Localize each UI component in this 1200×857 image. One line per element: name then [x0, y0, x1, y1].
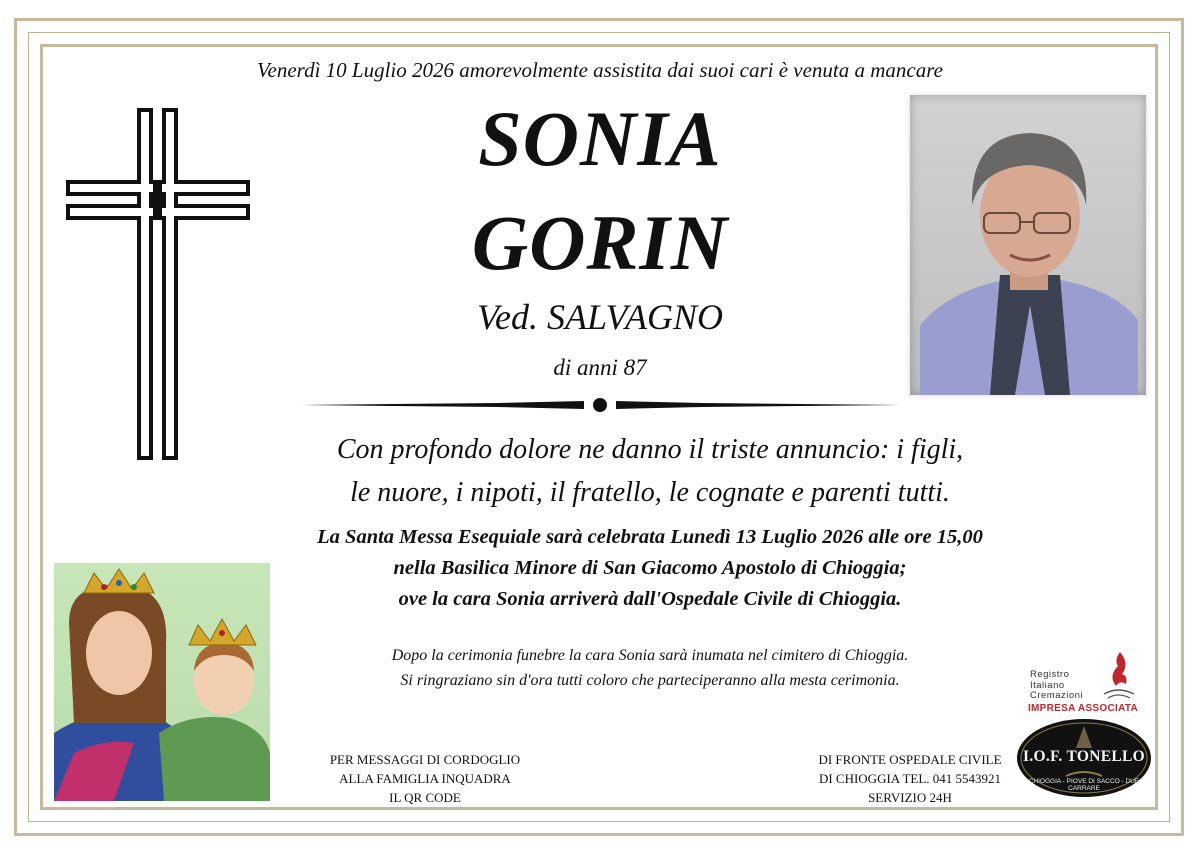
agency-address-line-1: DI FRONTE OSPEDALE CIVILE: [818, 752, 1002, 767]
age: di anni 87: [553, 355, 647, 380]
mass-line-2: nella Basilica Minore di San Giacomo Apostolo di Chioggia;: [393, 557, 907, 579]
burial-line-2: Si ringraziano sin d'ora tutti coloro che parteciperanno alla mesta cerimonia.: [400, 672, 900, 689]
first-name: SONIA: [478, 95, 722, 182]
madonna-child-image: [54, 563, 270, 801]
announcement-line-1: Con profondo dolore ne danno il triste annuncio: i figli,: [336, 434, 964, 465]
agency-service-hours: SERVIZIO 24H: [868, 790, 952, 805]
flame-icon: [1100, 650, 1136, 700]
associated-agency-label: IMPRESA ASSOCIATA: [1027, 703, 1139, 714]
registry-logo: [1030, 650, 1140, 702]
widow-of: Ved. SALVAGNO: [477, 297, 723, 337]
announcement-line-2: le nuore, i nipoti, il fratello, le cognate e parenti tutti.: [350, 477, 950, 508]
registry-line-3: Cremazioni: [1030, 690, 1084, 701]
tonello-locations: CHIOGGIA - PIOVE DI SACCO - DUE CARRARE: [1028, 778, 1140, 792]
burial-info: [250, 643, 1050, 693]
mass-line-3: ove la cara Sonia arriverà dall'Ospedale Civile di Chioggia.: [398, 588, 902, 610]
condolences-line-3: IL QR CODE: [389, 790, 461, 805]
announcement-text: [200, 428, 1100, 514]
ornamental-divider-icon: [298, 394, 902, 416]
tonello-logo: [1016, 718, 1152, 798]
intro-text: Venerdì 10 Luglio 2026 amorevolmente assistita dai suoi cari è venuta a mancare: [257, 58, 943, 82]
burial-line-1: Dopo la cerimonia funebre la cara Sonia sarà inumata nel cimitero di Chioggia.: [391, 647, 909, 664]
mass-line-1: La Santa Messa Esequiale sarà celebrata Lunedì 13 Luglio 2026 alle ore 15,00: [317, 526, 983, 548]
funeral-mass-info: [230, 522, 1070, 615]
latin-cross-icon: [66, 108, 250, 460]
registry-line-2: Italiano: [1030, 679, 1065, 691]
agency-address: [790, 750, 1030, 807]
portrait-photo: [910, 95, 1146, 395]
last-name: GORIN: [471, 199, 729, 286]
registry-line-1: Registro: [1030, 669, 1070, 680]
agency-address-line-2: DI CHIOGGIA TEL. 041 5543921: [818, 771, 1002, 786]
madonna-figure: [54, 563, 270, 801]
condolences-line-2: ALLA FAMIGLIA INQUADRA: [339, 771, 511, 786]
condolences-info: [290, 750, 560, 807]
portrait-figure: [910, 95, 1146, 395]
condolences-line-1: PER MESSAGGI DI CORDOGLIO: [329, 752, 521, 767]
tonello-name: I.O.F. TONELLO: [1023, 748, 1145, 765]
